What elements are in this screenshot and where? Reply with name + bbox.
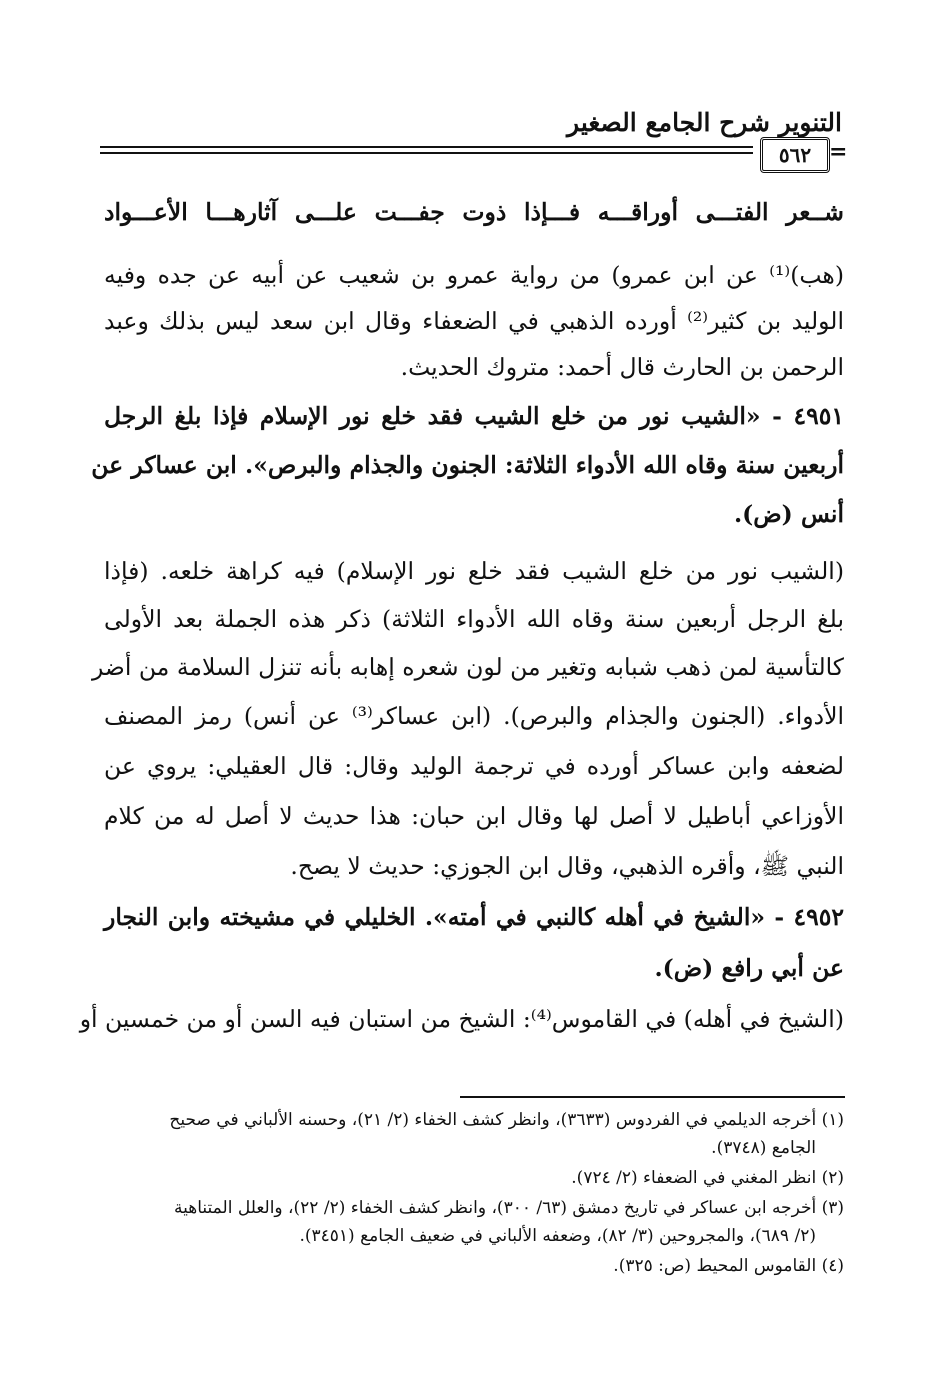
commentary-line: الأوزاعي أباطيل لا أصل لها وقال ابن حبان: هذا حديث لا أصل له من كلام bbox=[104, 802, 844, 830]
hadith-4951: أنس (ض). bbox=[733, 500, 844, 528]
text-line: الرحمن بن الحارث قال أحمد: متروك الحديث. bbox=[400, 353, 844, 381]
header-rule bbox=[100, 146, 753, 148]
hadith-4951: أربعين سنة وقاه الله الأدواء الثلاثة: الجنون والجذام والبرص». ابن عساكر عن bbox=[91, 451, 844, 479]
hadith-4952: عن أبي رافع (ض). bbox=[654, 954, 844, 982]
commentary-line: بلغ الرجل أربعين سنة وقاه الله الأدواء الثلاثة) ذكر هذه الجملة بعد الأولى bbox=[104, 605, 844, 633]
commentary-line: كالتأسية لمن ذهب شبابه وتغير من لون شعره إهابه بأنه تنزل السلامة من أضر bbox=[91, 653, 844, 681]
page-number: ٥٦٢ bbox=[760, 137, 830, 173]
footnote: (١) أخرجه الديلمي في الفردوس (٣٦٣٣)، وانظر كشف الخفاء (٢/ ٢١)، وحسنه الألباني في صحيح bbox=[169, 1110, 844, 1130]
commentary-line: لضعفه وابن عساكر أورده في ترجمة الوليد وقال: قال العقيلي: يروي عن bbox=[104, 752, 844, 780]
commentary-line: النبي ﷺ، وأقره الذهبي، وقال ابن الجوزي: حديث لا يصح. bbox=[290, 852, 844, 880]
footnote: (٢/ ٦٨٩)، والمجروحين (٣/ ٨٢)، وضعفه الألباني في ضعيف الجامع (٣٤٥١). bbox=[299, 1226, 816, 1246]
footnote: (٤) القاموس المحيط (ص: ٣٢٥). bbox=[613, 1256, 844, 1276]
text-line: (هب)⁽¹⁾ عن ابن عمرو) من رواية عمرو بن شعيب عن أبيه عن جده وفيه bbox=[104, 261, 844, 289]
footnote: (٢) انظر المغني في الضعفاء (٢/ ٧٢٤). bbox=[571, 1168, 844, 1188]
footnote: (٣) أخرجه ابن عساكر في تاريخ دمشق (٦٣/ ٣٠٠)، وانظر كشف الخفاء (٢/ ٢٢)، والعلل المتناهية bbox=[174, 1198, 844, 1218]
running-title: التنوير شرح الجامع الصغير bbox=[567, 108, 842, 137]
footnote: الجامع (٣٧٤٨). bbox=[711, 1138, 816, 1158]
commentary-line: الأدواء. (الجنون والجذام والبرص). (ابن عساكر⁽³⁾ عن أنس) رمز المصنف bbox=[104, 702, 844, 730]
hadith-4952: ٤٩٥٢ - «الشيخ في أهله كالنبي في أمته». الخليلي في مشيخته وابن النجار bbox=[104, 903, 844, 931]
footnote-divider bbox=[460, 1096, 845, 1098]
verse-line: شــعر الفتـــى أوراقـــه فـــإذا ذوت جفـــت علـــى آثارهـــا الأعـــواد bbox=[104, 198, 844, 226]
text-line: الوليد بن كثير⁽²⁾ أورده الذهبي في الضعفاء وقال ابن سعد ليس بذلك وعبد bbox=[104, 307, 844, 335]
commentary-line: (الشيخ في أهله) في القاموس⁽⁴⁾: الشيخ من استبان فيه السن أو من خمسين أو bbox=[79, 1005, 844, 1033]
header-rule bbox=[100, 152, 753, 154]
commentary-line: (الشيب نور من خلع الشيب فقد خلع نور الإسلام) فيه كراهة خلعه. (فإذا bbox=[104, 557, 844, 585]
hadith-4951: ٤٩٥١ - «الشيب نور من خلع الشيب فقد خلع نور الإسلام فإذا بلغ الرجل bbox=[104, 402, 844, 430]
header-mark: = bbox=[829, 139, 848, 165]
